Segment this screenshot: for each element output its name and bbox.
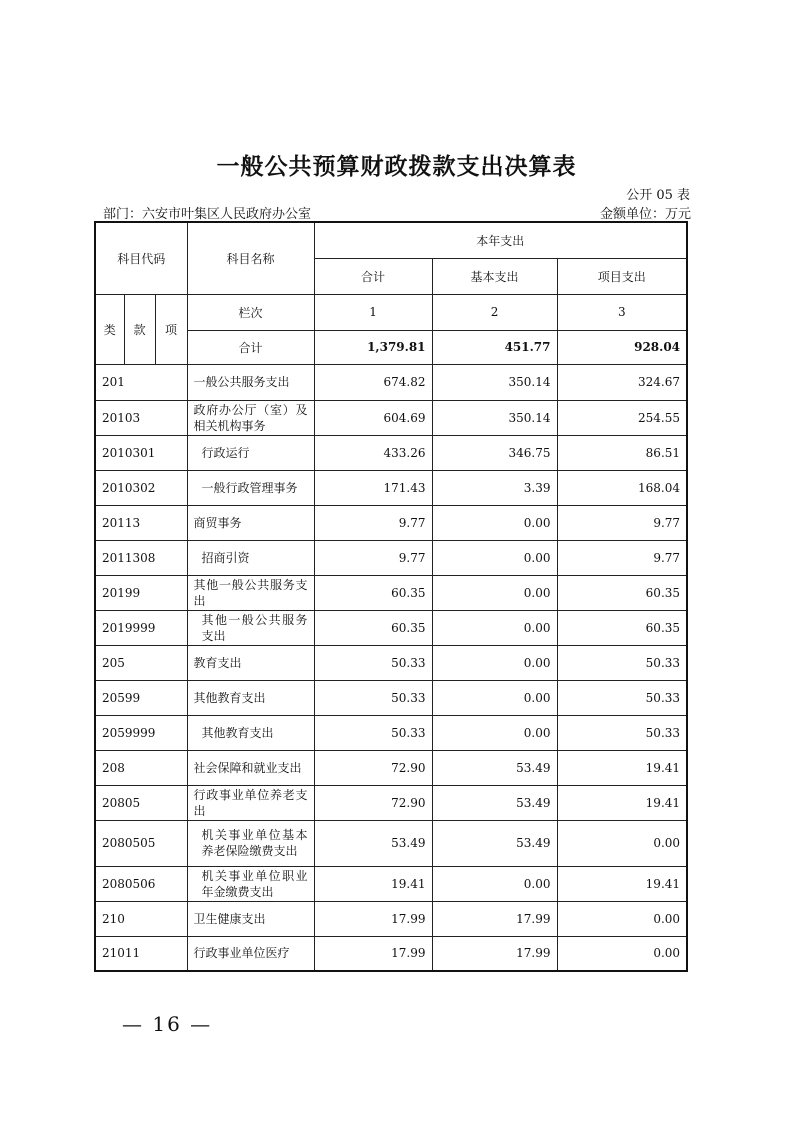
header-total: 合计 <box>314 258 432 294</box>
row-project: 50.33 <box>557 680 687 715</box>
row-name: 政府办公厅（室）及相关机构事务 <box>187 400 314 435</box>
row-code: 2019999 <box>95 610 187 645</box>
row-total: 72.90 <box>314 750 432 785</box>
row-total: 9.77 <box>314 505 432 540</box>
row-name: 招商引资 <box>187 540 314 575</box>
header-kuan: 款 <box>124 294 155 364</box>
page-number: — 16 — <box>122 1012 213 1036</box>
row-code: 205 <box>95 645 187 680</box>
row-total: 60.35 <box>314 575 432 610</box>
header-column-no: 栏次 <box>187 294 314 330</box>
row-project: 86.51 <box>557 435 687 470</box>
row-basic: 53.49 <box>432 785 557 820</box>
row-code: 210 <box>95 901 187 936</box>
header-name: 科目名称 <box>187 222 314 294</box>
row-name: 其他教育支出 <box>187 715 314 750</box>
header-annual: 本年支出 <box>314 222 687 258</box>
row-total: 17.99 <box>314 936 432 971</box>
table-row <box>95 435 687 470</box>
row-project: 254.55 <box>557 400 687 435</box>
row-project: 19.41 <box>557 785 687 820</box>
row-project: 50.33 <box>557 645 687 680</box>
row-project: 50.33 <box>557 715 687 750</box>
row-total: 171.43 <box>314 470 432 505</box>
header-xiang: 项 <box>155 294 187 364</box>
row-project: 0.00 <box>557 820 687 866</box>
row-total: 433.26 <box>314 435 432 470</box>
department-label: 部门：六安市叶集区人民政府办公室 <box>103 207 312 222</box>
sum-label: 合计 <box>187 330 314 364</box>
row-total: 50.33 <box>314 680 432 715</box>
table-row <box>95 400 687 435</box>
header-lei: 类 <box>95 294 124 364</box>
table-row <box>95 680 687 715</box>
row-basic: 350.14 <box>432 400 557 435</box>
row-total: 674.82 <box>314 364 432 400</box>
row-project: 168.04 <box>557 470 687 505</box>
row-code: 2010302 <box>95 470 187 505</box>
row-code: 2011308 <box>95 540 187 575</box>
row-basic: 346.75 <box>432 435 557 470</box>
row-name: 机关事业单位基本养老保险缴费支出 <box>187 820 314 866</box>
table-row <box>95 901 687 936</box>
row-code: 2080505 <box>95 820 187 866</box>
row-basic: 0.00 <box>432 505 557 540</box>
column-index-1: 1 <box>314 294 432 330</box>
row-basic: 53.49 <box>432 820 557 866</box>
row-name: 社会保障和就业支出 <box>187 750 314 785</box>
table-row <box>95 645 687 680</box>
row-project: 0.00 <box>557 936 687 971</box>
table-row <box>95 750 687 785</box>
table-row <box>95 505 687 540</box>
table-row <box>95 540 687 575</box>
row-basic: 0.00 <box>432 575 557 610</box>
row-code: 20199 <box>95 575 187 610</box>
table-row <box>95 364 687 400</box>
table-row <box>95 820 687 866</box>
row-name: 行政事业单位医疗 <box>187 936 314 971</box>
row-code: 2059999 <box>95 715 187 750</box>
row-project: 19.41 <box>557 750 687 785</box>
expenditure-table <box>94 221 688 972</box>
row-total: 9.77 <box>314 540 432 575</box>
row-code: 2080506 <box>95 866 187 901</box>
row-name: 机关事业单位职业年金缴费支出 <box>187 866 314 901</box>
row-code: 20113 <box>95 505 187 540</box>
row-total: 19.41 <box>314 866 432 901</box>
sum-total: 1,379.81 <box>314 330 432 364</box>
table-row <box>95 610 687 645</box>
row-code: 2010301 <box>95 435 187 470</box>
row-project: 324.67 <box>557 364 687 400</box>
row-name: 商贸事务 <box>187 505 314 540</box>
row-basic: 0.00 <box>432 866 557 901</box>
table-row <box>95 575 687 610</box>
row-name: 教育支出 <box>187 645 314 680</box>
header-project: 项目支出 <box>557 258 687 294</box>
form-number: 公开 05 表 <box>626 188 690 203</box>
header-basic: 基本支出 <box>432 258 557 294</box>
row-project: 60.35 <box>557 610 687 645</box>
row-basic: 17.99 <box>432 936 557 971</box>
row-name: 行政事业单位养老支出 <box>187 785 314 820</box>
row-basic: 0.00 <box>432 715 557 750</box>
unit-label: 金额单位：万元 <box>599 207 691 222</box>
row-basic: 0.00 <box>432 680 557 715</box>
table-row <box>95 785 687 820</box>
row-name: 卫生健康支出 <box>187 901 314 936</box>
row-total: 60.35 <box>314 610 432 645</box>
row-code: 208 <box>95 750 187 785</box>
row-name: 其他教育支出 <box>187 680 314 715</box>
table-row <box>95 936 687 971</box>
row-code: 21011 <box>95 936 187 971</box>
row-basic: 0.00 <box>432 645 557 680</box>
row-project: 0.00 <box>557 901 687 936</box>
row-name: 一般行政管理事务 <box>187 470 314 505</box>
row-basic: 0.00 <box>432 540 557 575</box>
header-code: 科目代码 <box>95 222 187 294</box>
row-total: 50.33 <box>314 715 432 750</box>
row-project: 60.35 <box>557 575 687 610</box>
row-basic: 3.39 <box>432 470 557 505</box>
table-row <box>95 715 687 750</box>
row-basic: 0.00 <box>432 610 557 645</box>
row-basic: 350.14 <box>432 364 557 400</box>
row-total: 17.99 <box>314 901 432 936</box>
table-row <box>95 470 687 505</box>
table-row <box>95 866 687 901</box>
row-code: 20103 <box>95 400 187 435</box>
column-index-3: 3 <box>557 294 687 330</box>
row-project: 9.77 <box>557 540 687 575</box>
row-total: 50.33 <box>314 645 432 680</box>
row-code: 20805 <box>95 785 187 820</box>
row-project: 19.41 <box>557 866 687 901</box>
row-code: 201 <box>95 364 187 400</box>
row-code: 20599 <box>95 680 187 715</box>
sum-basic: 451.77 <box>432 330 557 364</box>
row-total: 53.49 <box>314 820 432 866</box>
row-basic: 17.99 <box>432 901 557 936</box>
column-index-2: 2 <box>432 294 557 330</box>
page-title: 一般公共预算财政拨款支出决算表 <box>216 154 577 180</box>
row-name: 一般公共服务支出 <box>187 364 314 400</box>
row-project: 9.77 <box>557 505 687 540</box>
row-total: 72.90 <box>314 785 432 820</box>
row-name: 其他一般公共服务支出 <box>187 575 314 610</box>
row-total: 604.69 <box>314 400 432 435</box>
row-name: 其他一般公共服务支出 <box>187 610 314 645</box>
row-basic: 53.49 <box>432 750 557 785</box>
row-name: 行政运行 <box>187 435 314 470</box>
sum-project: 928.04 <box>557 330 687 364</box>
